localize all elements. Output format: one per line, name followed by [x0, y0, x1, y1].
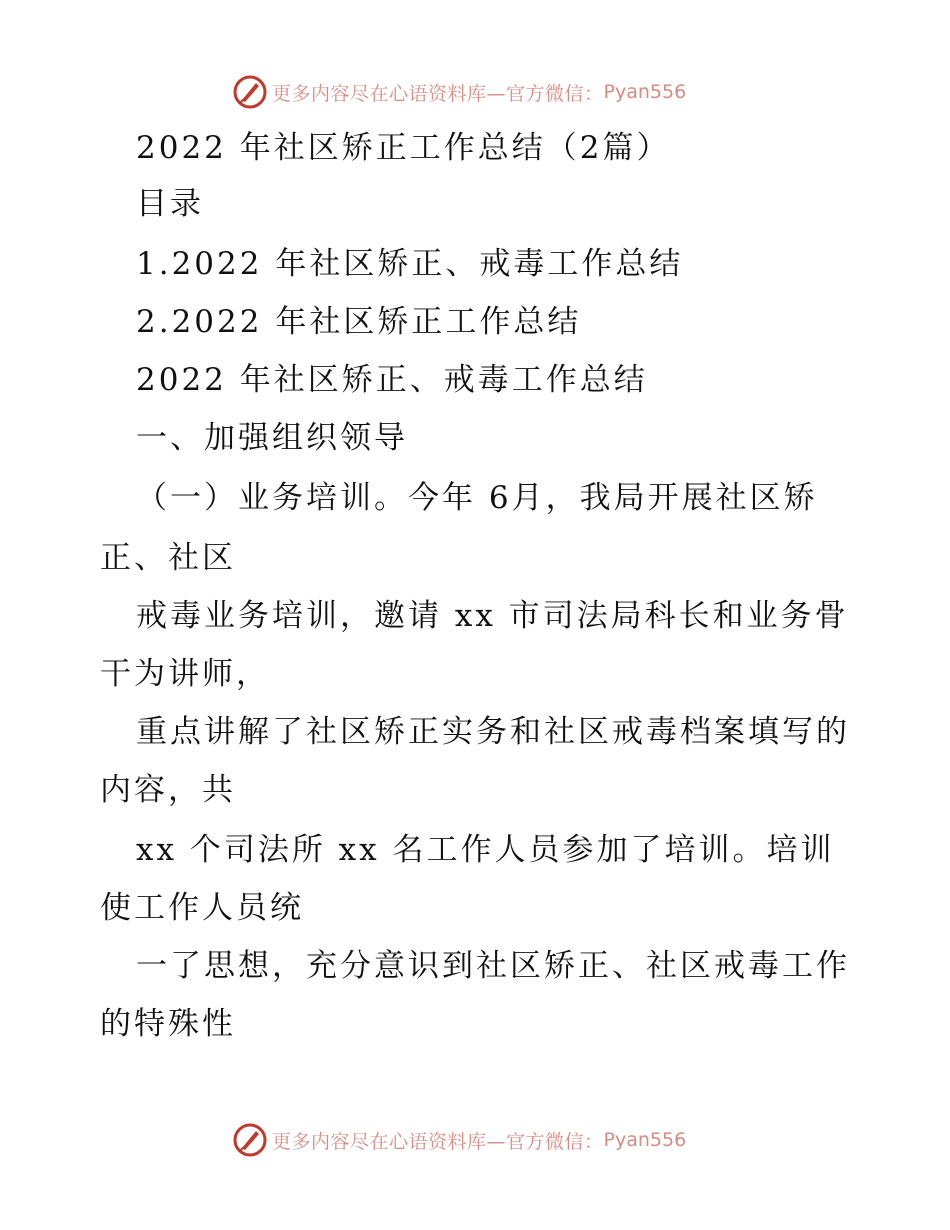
header-watermark: [232, 72, 686, 112]
paragraph-line: 的特殊性: [100, 1006, 236, 1042]
watermark-wechat-id: Pyan556: [603, 1129, 687, 1151]
footer-watermark: [232, 1120, 686, 1160]
paragraph-line: （一）业务培训。今年 6月，我局开展社区矫: [136, 480, 818, 516]
section-title: 2022 年社区矫正、戒毒工作总结: [136, 362, 648, 398]
paragraph-line: 一了思想，充分意识到社区矫正、社区戒毒工作: [136, 948, 850, 984]
heading-level-1: 一、加强组织领导: [136, 420, 408, 456]
paragraph-line: 使工作人员统: [100, 890, 304, 926]
paragraph-line: 重点讲解了社区矫正实务和社区戒毒档案填写的: [136, 714, 850, 750]
quill-pen-logo-icon: [232, 74, 268, 110]
quill-pen-logo-icon: [232, 1122, 268, 1158]
toc-item-2: 2.2022 年社区矫正工作总结: [136, 304, 582, 340]
watermark-text: 更多内容尽在心语资料库—官方微信：: [272, 82, 604, 105]
paragraph-line: xx 个司法所 xx 名工作人员参加了培训。培训: [136, 832, 835, 868]
paragraph-line: 戒毒业务培训，邀请 xx 市司法局科长和业务骨: [136, 598, 849, 634]
document-title: 2022 年社区矫正工作总结（2篇）: [136, 130, 671, 166]
paragraph-line: 干为讲师，: [100, 656, 270, 692]
toc-item-1: 1.2022 年社区矫正、戒毒工作总结: [136, 246, 684, 282]
watermark-wechat-id: Pyan556: [603, 81, 687, 103]
paragraph-line: 内容，共: [100, 772, 236, 808]
watermark-text: 更多内容尽在心语资料库—官方微信：: [272, 1130, 604, 1153]
toc-heading: 目录: [136, 186, 204, 222]
paragraph-line: 正、社区: [100, 540, 236, 576]
